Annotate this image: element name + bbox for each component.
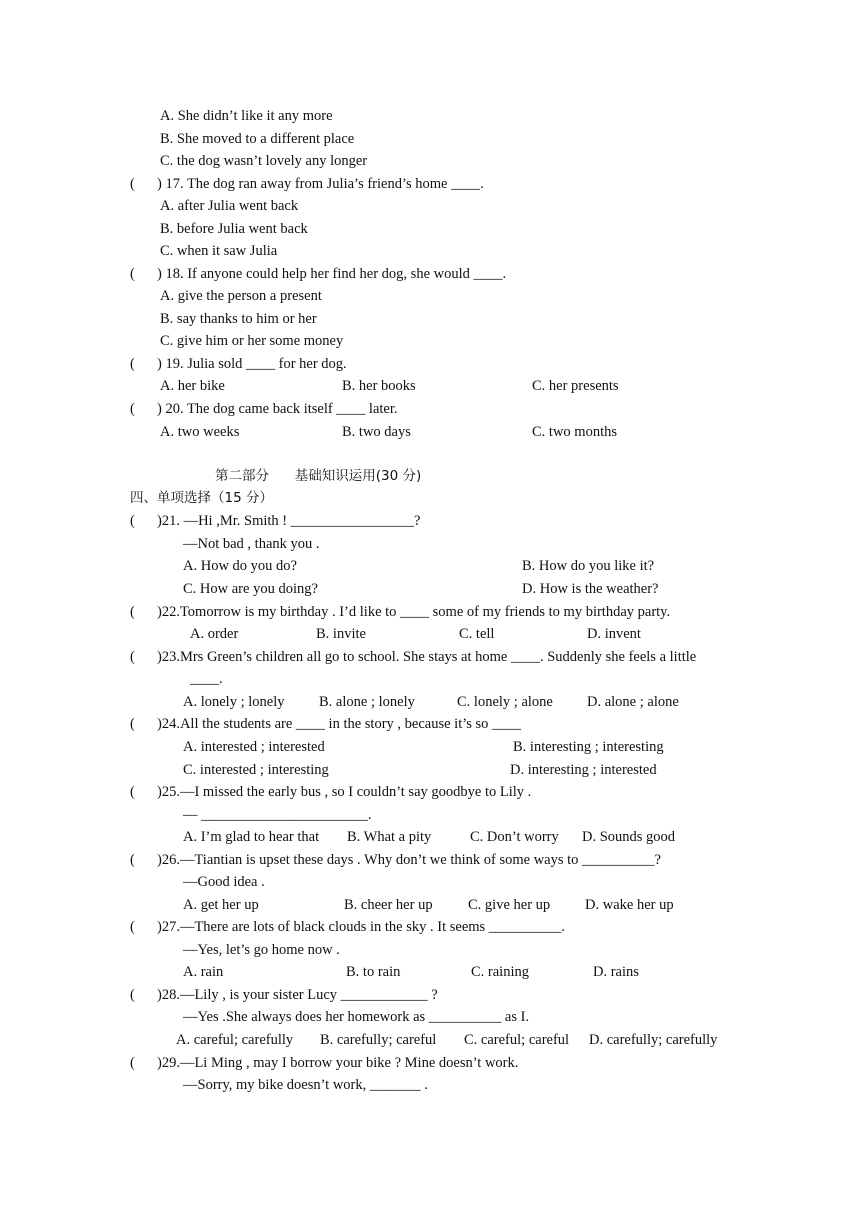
q19-option-c: C. her presents [532, 378, 619, 394]
q25-option-b: B. What a pity [347, 829, 432, 845]
q23-stem: )23.Mrs Green’s children all go to school. She stays at home ____. Suddenly she feels a little [157, 649, 697, 665]
q27-option-b: B. to rain [346, 964, 401, 980]
q23-option-c: C. lonely ; alone [457, 694, 553, 710]
q18-answer-bracket: ( [130, 266, 135, 282]
q22-option-b: B. invite [316, 626, 366, 642]
q21-answer-bracket: ( [130, 513, 135, 529]
q25-answer-bracket: ( [130, 784, 135, 800]
q20-option-b: B. two days [342, 424, 411, 440]
q20-stem: ) 20. The dog came back itself ____ later. [157, 401, 398, 417]
q29-stem: )29.—Li Ming , may I borrow your bike ? Mine doesn’t work. [157, 1055, 519, 1071]
q21-option-d: D. How is the weather? [522, 581, 659, 597]
q24-option-a: A. interested ; interested [183, 739, 325, 755]
q19-stem: ) 19. Julia sold ____ for her dog. [157, 356, 347, 372]
section-four-heading: 四、单项选择（15 分） [130, 490, 273, 506]
q17-option-b: B. before Julia went back [160, 221, 308, 237]
q16-option-b: B. She moved to a different place [160, 131, 355, 147]
q21-option-c: C. How are you doing? [183, 581, 318, 597]
q18-option-c: C. give him or her some money [160, 333, 344, 349]
q26-stem: )26.—Tiantian is upset these days . Why don’t we think of some ways to __________? [157, 852, 661, 868]
q20-option-a: A. two weeks [160, 424, 240, 440]
q17-option-a: A. after Julia went back [160, 198, 299, 214]
q25-option-c: C. Don’t worry [470, 829, 559, 845]
q28-option-a: A. careful; carefully [176, 1032, 294, 1048]
q22-option-d: D. invent [587, 626, 641, 642]
q23-stem-continued: ____. [190, 671, 223, 687]
q18-option-b: B. say thanks to him or her [160, 311, 317, 327]
q24-answer-bracket: ( [130, 716, 135, 732]
q22-option-a: A. order [190, 626, 239, 642]
q26-reply: —Good idea . [183, 874, 265, 890]
q27-reply: —Yes, let’s go home now . [183, 942, 340, 958]
q21-option-a: A. How do you do? [183, 558, 297, 574]
q28-option-c: C. careful; careful [464, 1032, 570, 1048]
q27-answer-bracket: ( [130, 919, 135, 935]
q24-option-c: C. interested ; interesting [183, 762, 329, 778]
q21-stem: )21. —Hi ,Mr. Smith ! _________________? [157, 513, 421, 529]
q24-option-d: D. interesting ; interested [510, 762, 657, 778]
q16-option-a: A. She didn’t like it any more [160, 108, 333, 124]
q22-stem: )22.Tomorrow is my birthday . I’d like to ____ some of my friends to my birthday party. [157, 604, 671, 620]
q20-option-c: C. two months [532, 424, 617, 440]
q27-option-c: C. raining [471, 964, 529, 980]
q19-answer-bracket: ( [130, 356, 135, 372]
part-two-heading: 第二部分 基础知识运用(30 分) [215, 468, 422, 484]
q23-option-b: B. alone ; lonely [319, 694, 415, 710]
q27-option-a: A. rain [183, 964, 224, 980]
q17-stem: ) 17. The dog ran away from Julia’s friend’s home ____. [157, 176, 484, 192]
q28-option-d: D. carefully; carefully [589, 1032, 718, 1048]
q18-stem: ) 18. If anyone could help her find her dog, she would ____. [157, 266, 507, 282]
q22-option-c: C. tell [459, 626, 495, 642]
q26-answer-bracket: ( [130, 852, 135, 868]
q21-reply: —Not bad , thank you . [183, 536, 320, 552]
q23-option-d: D. alone ; alone [587, 694, 679, 710]
q25-stem: )25.—I missed the early bus , so I couldn’t say goodbye to Lily . [157, 784, 532, 800]
q28-reply: —Yes .She always does her homework as __________ as I. [183, 1009, 530, 1025]
q26-option-b: B. cheer her up [344, 897, 433, 913]
q29-reply: —Sorry, my bike doesn’t work, _______ . [183, 1077, 428, 1093]
q27-option-d: D. rains [593, 964, 639, 980]
q28-stem: )28.—Lily , is your sister Lucy ____________ ? [157, 987, 438, 1003]
q26-option-d: D. wake her up [585, 897, 674, 913]
q23-option-a: A. lonely ; lonely [183, 694, 285, 710]
q18-option-a: A. give the person a present [160, 288, 322, 304]
q26-option-a: A. get her up [183, 897, 259, 913]
q27-stem: )27.—There are lots of black clouds in the sky . It seems __________. [157, 919, 565, 935]
q28-option-b: B. carefully; careful [320, 1032, 437, 1048]
q16-option-c: C. the dog wasn’t lovely any longer [160, 153, 368, 169]
q28-answer-bracket: ( [130, 987, 135, 1003]
q25-option-a: A. I’m glad to hear that [183, 829, 320, 845]
q19-option-b: B. her books [342, 378, 416, 394]
q17-answer-bracket: ( [130, 176, 135, 192]
q22-answer-bracket: ( [130, 604, 135, 620]
q23-answer-bracket: ( [130, 649, 135, 665]
q21-option-b: B. How do you like it? [522, 558, 655, 574]
q29-answer-bracket: ( [130, 1055, 135, 1071]
q17-option-c: C. when it saw Julia [160, 243, 278, 259]
q24-option-b: B. interesting ; interesting [513, 739, 664, 755]
q19-option-a: A. her bike [160, 378, 225, 394]
q25-option-d: D. Sounds good [582, 829, 676, 845]
q26-option-c: C. give her up [468, 897, 551, 913]
q20-answer-bracket: ( [130, 401, 135, 417]
q24-stem: )24.All the students are ____ in the story , because it’s so ____ [157, 716, 522, 732]
q25-reply: — _______________________. [183, 807, 372, 823]
